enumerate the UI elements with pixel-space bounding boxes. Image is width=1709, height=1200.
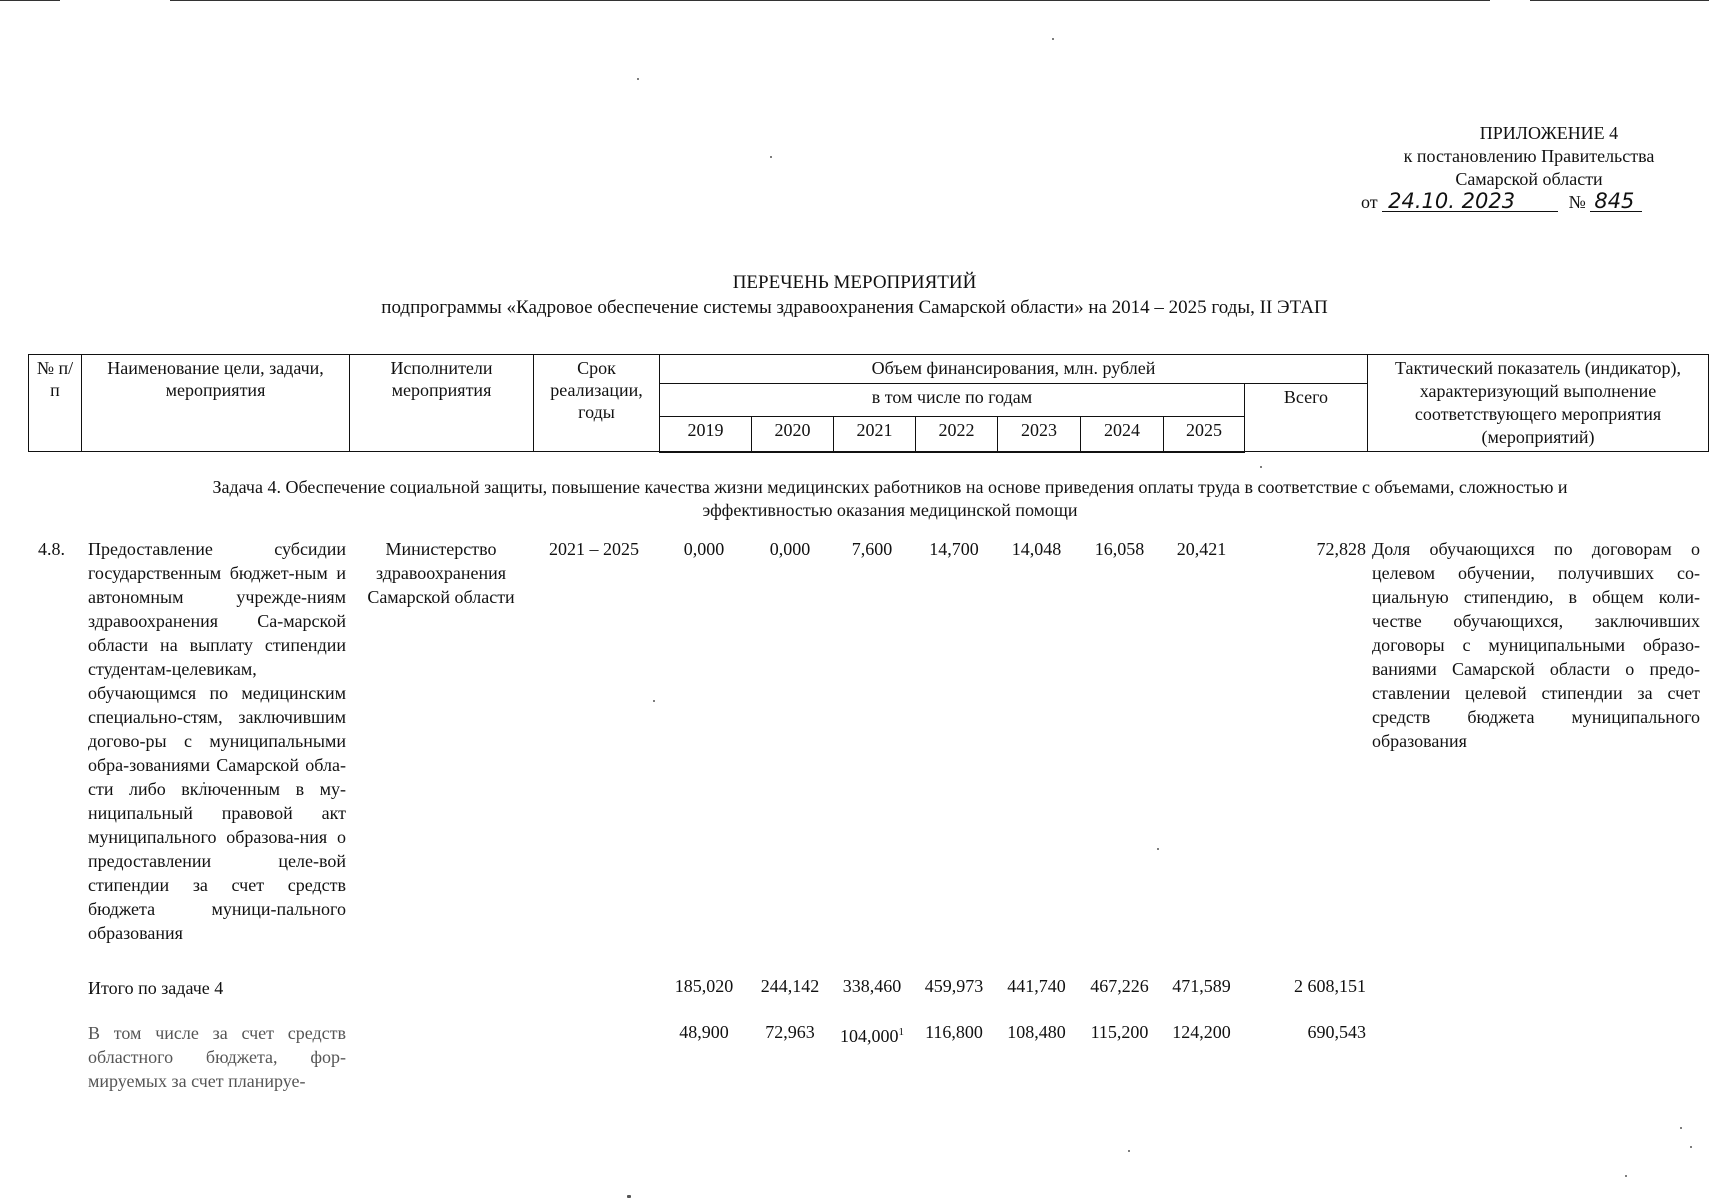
- header-year: 2023: [998, 417, 1081, 452]
- total-2023: 441,740: [1007, 976, 1066, 996]
- appendix-block: [1349, 122, 1709, 214]
- handwritten-number: 845: [1590, 191, 1642, 212]
- measure-term: 2021 – 2025: [549, 539, 639, 559]
- appendix-line: Самарской области: [1455, 169, 1603, 189]
- scan-speck: [637, 78, 639, 80]
- header-name: Наименование цели, задачи, мероприятия: [82, 355, 350, 452]
- scan-edge-line: [1530, 0, 1709, 1]
- row-number: 4.8.: [38, 539, 65, 559]
- scan-edge-line: [170, 0, 1490, 1]
- number-prefix: №: [1568, 192, 1586, 212]
- header-year: 2024: [1081, 417, 1164, 452]
- date-prefix: от: [1361, 192, 1378, 212]
- header-num: № п/п: [29, 355, 82, 452]
- incl-2025: 124,200: [1172, 1022, 1231, 1042]
- value-2025: 20,421: [1176, 539, 1227, 559]
- incl-2019: 48,900: [679, 1022, 729, 1042]
- scan-speck: [1690, 1146, 1692, 1148]
- total-sum-text: 2 608,151: [1294, 976, 1366, 996]
- appendix-title: ПРИЛОЖЕНИЕ 4: [1479, 123, 1619, 143]
- including-label: В том числе за счет средств областного бюджета, фор-мируемых за счет планируе-: [88, 1023, 346, 1091]
- incl-2021-text: 104,000: [840, 1026, 899, 1046]
- total-label: Итого по задаче 4: [88, 978, 224, 998]
- scan-speck: [653, 700, 655, 702]
- header-year: 2021: [834, 417, 916, 452]
- header-table: [28, 354, 1709, 453]
- header-year: 2022: [916, 417, 998, 452]
- task-heading: Задача 4. Обеспечение социальной защиты, повышение качества жизни медицинских работников на основе приведения оплаты труда в соответствие с объемами, сложностью и эффективностью оказания медицинской помощи: [212, 477, 1568, 520]
- incl-2024: 115,200: [1090, 1022, 1149, 1042]
- total-2019: 185,020: [674, 976, 734, 996]
- header-executors: Исполнители мероприятия: [350, 355, 534, 452]
- header-by-years: в том числе по годам: [660, 384, 1245, 417]
- scan-speck: [1260, 466, 1262, 468]
- incl-2021: [831, 1020, 913, 1048]
- value-2023: 14,048: [1011, 539, 1062, 559]
- title-sub: подпрограммы «Кадровое обеспечение системы здравоохранения Самарской области» на 2014 – 2025 годы, II ЭТАП: [381, 297, 1328, 318]
- header-year: 2020: [752, 417, 834, 452]
- total-2020: 244,142: [760, 976, 820, 996]
- scan-edge-line: [0, 0, 60, 1]
- total-2025: 471,589: [1172, 976, 1231, 996]
- scan-speck: [1157, 848, 1159, 850]
- header-total: Всего: [1245, 384, 1368, 452]
- total-2021: 338,460: [842, 976, 902, 996]
- total-sum: [1244, 974, 1366, 998]
- decree-line: [1349, 191, 1709, 214]
- header-year: 2025: [1164, 417, 1245, 452]
- scan-speck: [1680, 1127, 1682, 1129]
- incl-total-text: 690,543: [1307, 1022, 1366, 1042]
- value-2019: 0,000: [683, 539, 725, 559]
- incl-total: [1244, 1020, 1366, 1044]
- incl-2022: 116,800: [925, 1022, 983, 1042]
- document-title: [0, 270, 1709, 320]
- incl-2020: 72,963: [765, 1022, 815, 1042]
- measure-indicator: Доля обучающихся по договорам о целевом обучении, получивших со-циальную стипендию, в общем коли-честве обучающихся, заключивших договоры с муниципальными образо-ваниями Самарской области о предо-ставлении целевой стипендии за счет средств бюджета муниципального образования: [1372, 539, 1700, 751]
- scan-speck: [1625, 1175, 1627, 1177]
- footnote-mark: 1: [898, 1026, 904, 1038]
- value-total: [1244, 537, 1366, 561]
- handwritten-date: 24.10. 2023: [1382, 191, 1558, 212]
- value-2021: 7,600: [851, 539, 893, 559]
- header-year: 2019: [660, 417, 752, 452]
- header-indicator: Тактический показатель (индикатор), характеризующий выполнение соответствующего мероприятия (мероприятий): [1368, 355, 1709, 452]
- scan-speck: [1052, 38, 1054, 40]
- value-2024: 16,058: [1094, 539, 1145, 559]
- title-main: ПЕРЕЧЕНЬ МЕРОПРИЯТИЙ: [732, 272, 977, 293]
- total-2024: 467,226: [1090, 976, 1149, 996]
- value-2022: 14,700: [929, 539, 979, 559]
- scan-speck: [770, 156, 772, 158]
- value-total-text: 72,828: [1316, 539, 1366, 559]
- appendix-line: к постановлению Правительства: [1403, 146, 1655, 166]
- header-funding: Объем финансирования, млн. рублей: [660, 355, 1368, 384]
- header-term: Срок реализации, годы: [534, 355, 660, 452]
- measure-executor: Министерство здравоохранения Самарской области: [367, 539, 515, 607]
- measure-name: Предоставление субсидии государственным бюджет-ным и автономным учрежде-ниям здравоохранения Са-марской области на выплату стипендии студентам-целевикам, обучающимся по медицинским специально-стям, заключившим догово-ры с муниципальными обра-зованиями Самарской обла-сти либо включенным в му-ниципальный правовой акт муниципального образова-ния о предоставлении целе-вой стипендии за счет средств бюджета муници-пального образования: [88, 539, 346, 943]
- scan-speck: [1128, 1150, 1130, 1152]
- scan-speck: [627, 1195, 631, 1198]
- incl-2023: 108,480: [1007, 1022, 1066, 1042]
- total-2022: 459,973: [924, 976, 984, 996]
- value-2020: 0,000: [769, 539, 811, 559]
